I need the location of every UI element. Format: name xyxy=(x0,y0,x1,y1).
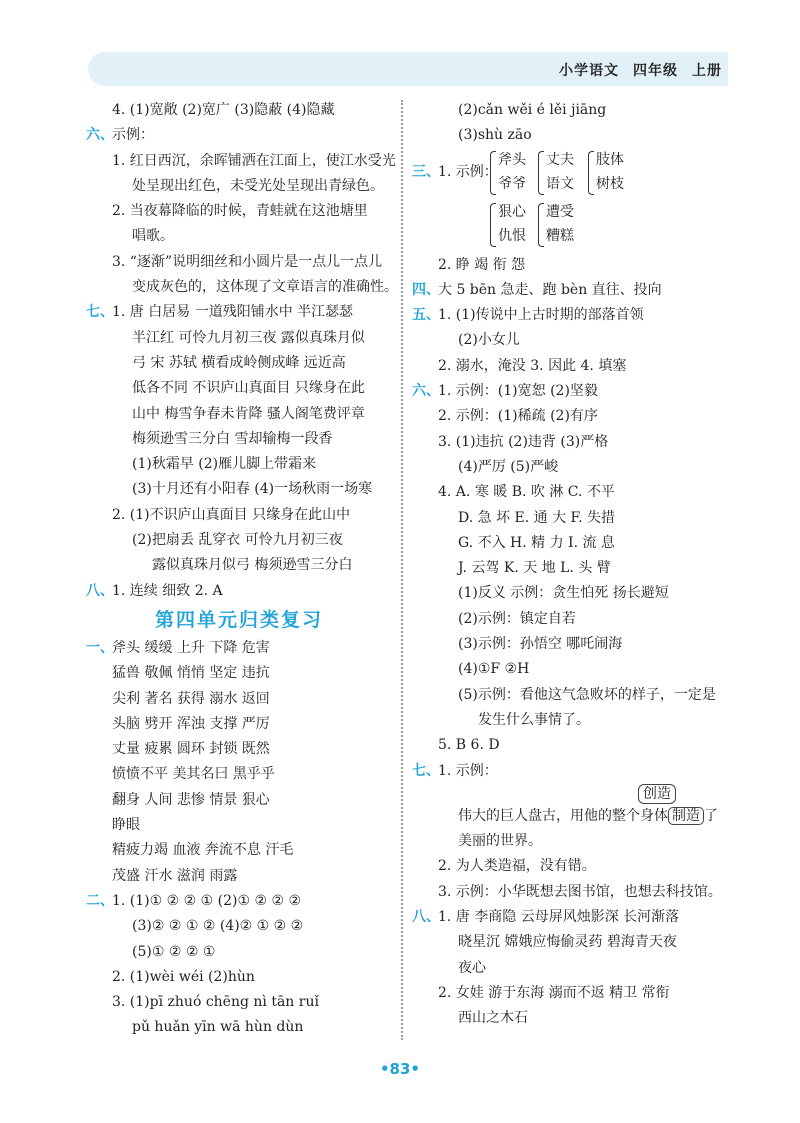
answer-line: 处呈现出红色，未受光处呈现出青绿色。 xyxy=(132,177,384,194)
struck-word-box: 制造 xyxy=(668,807,704,825)
answer-text: 示例： xyxy=(112,127,154,144)
answer-line: 半江红 可怜九月初三夜 露似真珠月似 xyxy=(132,329,365,346)
answer-line: G. 不入 H. 精 力 I. 流 息 xyxy=(458,534,615,551)
answer-line: D. 急 坏 E. 通 大 F. 失措 xyxy=(458,509,615,526)
word: 丈夫 xyxy=(546,151,574,168)
bracket xyxy=(490,151,496,195)
answer-text: 1. (1)传说中上古时期的部落首领 xyxy=(438,307,644,324)
word: 仇恨 xyxy=(498,227,526,244)
answer-line: 弓 宋 苏轼 横看成岭侧成峰 远近高 xyxy=(132,354,346,371)
answer-line: 2. 睁 竭 衔 怨 xyxy=(438,256,526,273)
answer-line: 猛兽 敬佩 悄悄 坚定 违抗 xyxy=(112,665,270,682)
section-six-right xyxy=(412,379,732,404)
answer-line: (3)示例：孙悟空 哪吒闹海 xyxy=(458,636,623,653)
section-label: 八、 xyxy=(86,582,114,599)
answer-text: 大 5 bēn 急走、跑 bèn 直往、投向 xyxy=(438,281,662,298)
answer-line: (5)示例：看他这气急败坏的样子，一定是 xyxy=(458,686,716,703)
answer-line: 夜心 xyxy=(458,959,486,976)
section-label: 七、 xyxy=(412,762,440,779)
section-two xyxy=(86,889,392,914)
bracket xyxy=(490,203,496,247)
answer-line: 晓星沉 嫦娥应悔偷灵药 碧海青天夜 xyxy=(458,934,677,951)
answer-line: 头脑 劈开 浑浊 支撑 严厉 xyxy=(112,715,270,732)
answer-line: 睁眼 xyxy=(112,817,140,834)
answer-line: (3)② ② ① ② (4)② ① ② ② xyxy=(132,918,304,935)
section-five xyxy=(412,303,732,328)
section-six xyxy=(86,123,392,148)
answer-line: 梅须逊雪三分白 雪却输梅一段香 xyxy=(132,430,333,447)
answer-line: (2)把扇丢 乱穿衣 可怜九月初三夜 xyxy=(132,532,343,549)
answer-text: 1. 示例： xyxy=(438,163,498,180)
answer-line: (3)shù zāo xyxy=(458,127,532,144)
header-title xyxy=(545,60,722,80)
header-volume: 上册 xyxy=(692,63,722,79)
bracket xyxy=(588,151,594,195)
section-three xyxy=(412,149,732,201)
answer-line: 2. (1)不识庐山真面目 只缘身在此山中 xyxy=(112,506,351,523)
answer-text: 1. 连续 细致 2. A xyxy=(112,582,223,599)
bracket-group xyxy=(412,201,732,253)
answer-line: 2. 示例：(1)稀疏 (2)有序 xyxy=(438,408,598,425)
word: 爷爷 xyxy=(498,175,526,192)
answer-line: (2)cǎn wěi é lěi jiāng xyxy=(458,102,607,118)
answer-line: 精疲力竭 血液 奔流不息 汗毛 xyxy=(112,842,294,859)
answer-line: 变成灰色的，这体现了文章语言的准确性。 xyxy=(132,279,398,296)
answer-text: 1. 唐 白居易 一道残阳铺水中 半江瑟瑟 xyxy=(112,304,354,321)
bracket xyxy=(538,151,544,195)
section-label: 六、 xyxy=(412,383,440,400)
answer-line: 3. 示例：小华既想去图书馆，也想去科技馆。 xyxy=(438,883,722,900)
word: 斧头 xyxy=(498,151,526,168)
answer-line: 山中 梅雪争春未肯降 骚人阁笔费评章 xyxy=(132,405,365,422)
answer-line: 2. 为人类造福，没有错。 xyxy=(438,858,596,875)
right-column xyxy=(412,98,732,1032)
answer-line: 4. (1)宽敞 (2)宽广 (3)隐蔽 (4)隐藏 xyxy=(112,102,335,118)
answer-line: 美丽的世界。 xyxy=(458,833,542,850)
answer-line: 3. “逐渐”说明细丝和小圆片是一点儿一点儿 xyxy=(112,253,383,270)
answer-line: (4)严厉 (5)严峻 xyxy=(458,458,559,475)
section-seven-right xyxy=(412,759,732,784)
answer-text: 1. (1)① ② ② ① (2)① ② ② ② xyxy=(112,892,302,909)
answer-text: 伟大的巨人盘古，用他的整个身体 xyxy=(458,807,668,824)
answer-text: 了 xyxy=(704,807,718,824)
section-label: 五、 xyxy=(412,307,440,324)
answer-line: 4. A. 寒 暖 B. 吹 淋 C. 不平 xyxy=(438,484,615,501)
section-label: 六、 xyxy=(86,127,114,144)
answer-line: 2. 当夜幕降临的时候，青蛙就在这池塘里 xyxy=(112,203,368,220)
word: 肢体 xyxy=(596,151,624,168)
answer-line: 茂盛 汗水 滋润 雨露 xyxy=(112,867,238,884)
revision-sentence xyxy=(412,785,732,829)
answer-line: 丈量 疲累 圆环 封锁 既然 xyxy=(112,741,270,758)
section-eight-right xyxy=(412,905,732,930)
answer-line: (1)反义 示例：贪生怕死 扬长避短 xyxy=(458,585,669,602)
answer-line: pǔ huǎn yīn wā hùn dùn xyxy=(132,1019,304,1036)
header-subject: 小学语文 xyxy=(559,63,619,79)
answer-line: 露似真珠月似弓 梅须逊雪三分白 xyxy=(152,557,353,574)
section-label: 八、 xyxy=(412,909,440,926)
answer-line: 低各不同 不识庐山真面目 只缘身在此 xyxy=(132,380,365,397)
answer-line: (2)小女儿 xyxy=(458,332,520,349)
page-number: •83• xyxy=(379,1060,421,1078)
answer-line: 2. 女娃 游于东海 溺而不返 精卫 常衔 xyxy=(438,984,670,1001)
answer-text: 1. 示例：(1)宽恕 (2)坚毅 xyxy=(438,383,598,400)
spacer xyxy=(412,784,732,804)
answer-text: 1. 示例： xyxy=(438,762,498,779)
section-four xyxy=(412,278,732,303)
header-grade: 四年级 xyxy=(633,63,678,79)
answer-line: (3)十月还有小阳春 (4)一场秋雨一场寒 xyxy=(132,481,373,498)
column-divider xyxy=(401,100,403,1040)
left-column xyxy=(86,98,398,1041)
answer-line: 翻身 人间 悲惨 情景 狠心 xyxy=(112,791,270,808)
answer-line: 5. B 6. D xyxy=(438,737,500,754)
answer-line: J. 云驾 K. 天 地 L. 头 臂 xyxy=(458,560,611,577)
word: 树枝 xyxy=(596,175,624,192)
inserted-word-box: 创造 xyxy=(638,784,676,804)
answer-line: 尖利 著名 获得 溺水 返回 xyxy=(112,690,270,707)
answer-line: 3. (1)违抗 (2)违背 (3)严格 xyxy=(438,433,609,450)
section-label: 三、 xyxy=(412,163,440,180)
unit-title: 第四单元归类复习 xyxy=(154,608,323,631)
answer-text: 1. 唐 李商隐 云母屏风烛影深 长河渐落 xyxy=(438,909,680,926)
answer-line: (4)①F ②H xyxy=(458,661,530,678)
bracket xyxy=(538,203,544,247)
answer-line: 发生什么事情了。 xyxy=(478,711,590,728)
word: 狠心 xyxy=(498,203,526,220)
answer-line: (2)示例：镇定自若 xyxy=(458,610,576,627)
answer-line: 3. (1)pī zhuó chēng nì tān ruǐ xyxy=(112,994,319,1011)
word: 遭受 xyxy=(546,203,574,220)
answer-line: 2. (1)wèi wéi (2)hùn xyxy=(112,968,255,985)
section-one xyxy=(86,636,392,661)
section-label: 四、 xyxy=(412,281,440,298)
answer-line: 1. 红日西沉，余晖铺洒在江面上，使江水受光 xyxy=(112,152,396,169)
answer-line: 愤愤不平 美其名曰 黑乎乎 xyxy=(112,766,275,783)
answer-line: 西山之木石 xyxy=(458,1010,528,1027)
section-label: 一、 xyxy=(86,639,114,656)
answer-line: 2. 溺水，淹没 3. 因此 4. 填塞 xyxy=(438,357,627,374)
section-label: 七、 xyxy=(86,304,114,321)
word: 糟糕 xyxy=(546,227,574,244)
word: 语文 xyxy=(546,175,574,192)
answer-line: 唱歌。 xyxy=(132,228,174,245)
answer-line: (1)秋霜早 (2)雁儿脚上带霜来 xyxy=(132,456,317,473)
answer-line: (5)① ② ② ① xyxy=(132,943,216,960)
section-label: 二、 xyxy=(86,892,114,909)
section-seven xyxy=(86,300,392,325)
section-eight xyxy=(86,579,392,604)
answer-text: 斧头 缓缓 上升 下降 危害 xyxy=(112,639,270,656)
